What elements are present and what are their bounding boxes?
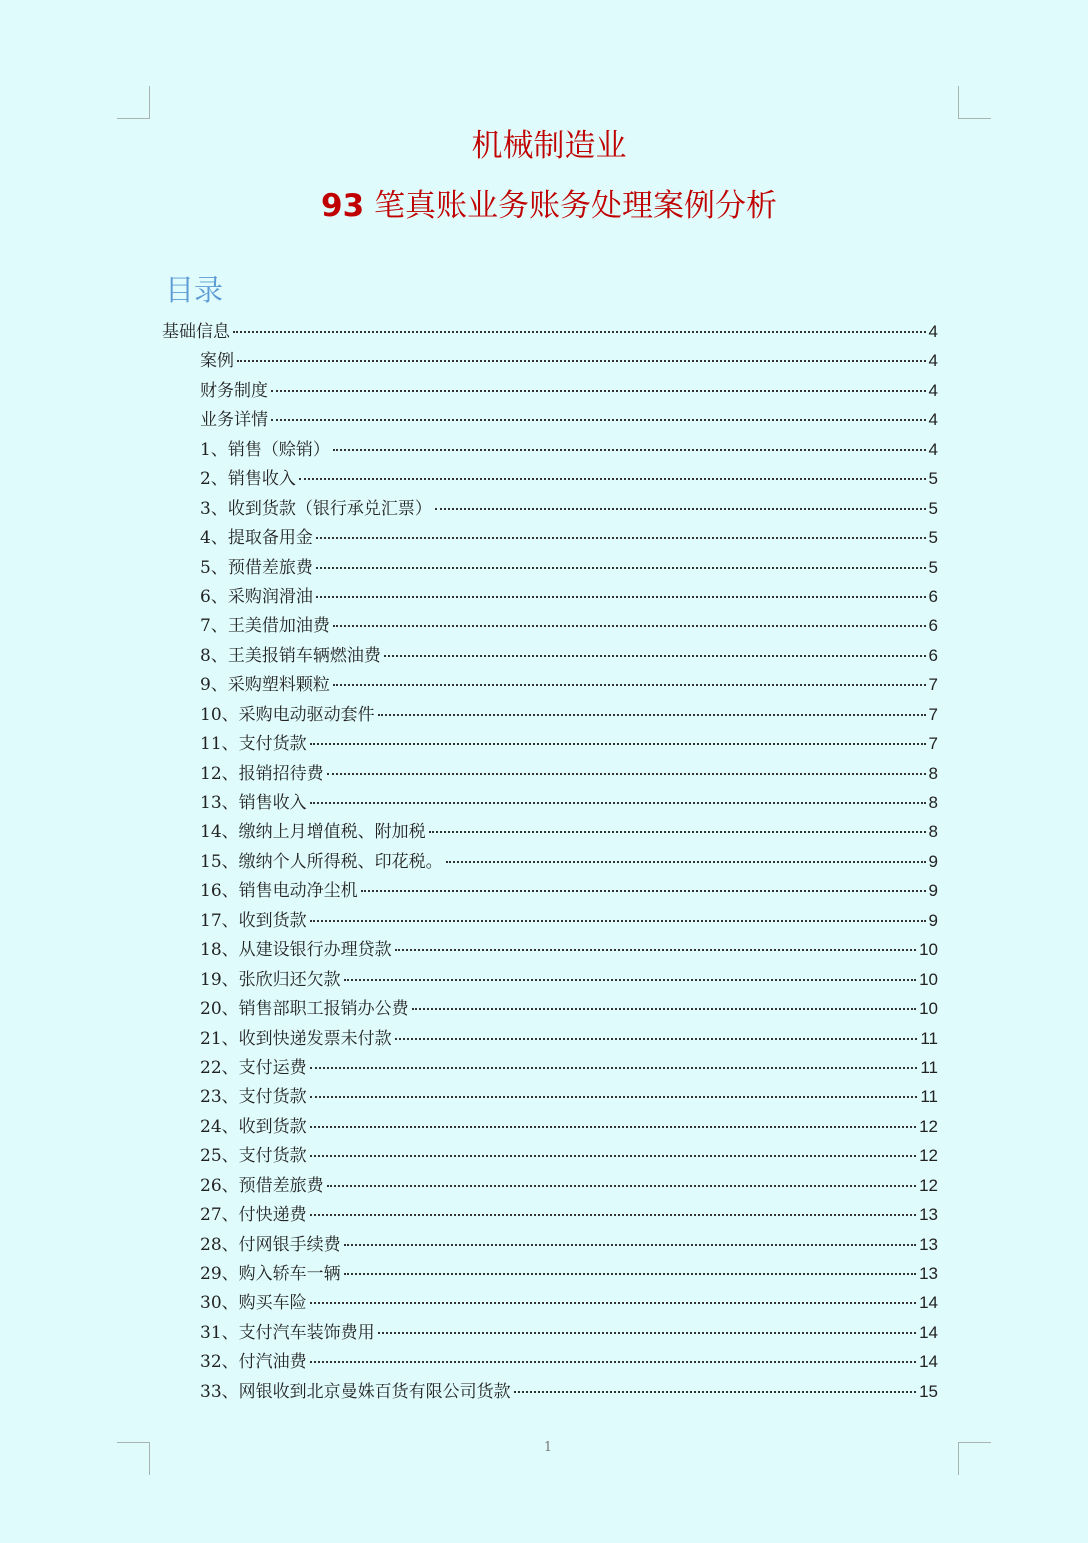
toc-entry-page: 12 (919, 1146, 938, 1166)
toc-entry-label: 17、收到货款 (200, 910, 307, 931)
toc-leader-dots (344, 1244, 916, 1246)
toc-entry[interactable] (162, 1262, 938, 1291)
toc-entry-label: 案例 (200, 351, 234, 372)
toc-leader-dots (271, 390, 926, 392)
toc-entry-label: 业务详情 (200, 410, 268, 431)
toc-entry[interactable] (162, 968, 938, 997)
toc-entry-label: 财务制度 (200, 380, 268, 401)
toc-entry-page: 4 (928, 439, 938, 459)
toc-entry-label: 27、付快递费 (200, 1205, 307, 1226)
toc-leader-dots (316, 567, 926, 569)
toc-entry-page: 9 (928, 881, 938, 901)
toc-entry-page: 5 (928, 557, 938, 577)
toc-entry-page: 4 (928, 410, 938, 430)
toc-entry-label: 1、销售（赊销） (200, 439, 330, 460)
document-subtitle (0, 180, 1088, 225)
toc-entry[interactable] (162, 1291, 938, 1320)
toc-entry-label: 14、缴纳上月增值税、附加税 (200, 822, 426, 843)
toc-entry[interactable] (162, 408, 938, 437)
crop-mark-top-right (958, 86, 991, 119)
toc-entry[interactable] (162, 732, 938, 761)
toc-entry[interactable] (162, 850, 938, 879)
toc-entry-page: 10 (919, 999, 938, 1019)
toc-entry-page: 6 (928, 616, 938, 636)
toc-leader-dots (446, 861, 926, 863)
toc-entry[interactable] (162, 467, 938, 496)
toc-entry-page: 6 (928, 645, 938, 665)
toc-entry-label: 20、销售部职工报销办公费 (200, 999, 409, 1020)
toc-entry-page: 5 (928, 528, 938, 548)
toc-entry-page: 13 (919, 1264, 938, 1283)
table-of-contents (162, 320, 938, 1409)
toc-entry-label: 5、预借差旅费 (200, 557, 313, 578)
toc-entry-label: 15、缴纳个人所得税、印花税。 (200, 851, 443, 872)
toc-entry-page: 10 (919, 969, 938, 989)
toc-entry[interactable] (162, 1203, 938, 1232)
toc-leader-dots (299, 478, 926, 480)
toc-leader-dots (310, 802, 926, 804)
toc-entry-page: 14 (919, 1352, 938, 1372)
toc-leader-dots (237, 360, 926, 362)
toc-entry-page: 12 (919, 1175, 938, 1195)
toc-entry-page: 4 (928, 322, 938, 341)
toc-leader-dots (395, 949, 916, 951)
toc-leader-dots (327, 773, 926, 775)
toc-leader-dots (435, 508, 926, 510)
toc-entry-label: 16、销售电动净尘机 (200, 881, 358, 902)
toc-entry[interactable] (162, 791, 938, 820)
toc-entry[interactable] (162, 938, 938, 967)
toc-entry[interactable] (162, 1085, 938, 1114)
toc-entry-label: 6、采购润滑油 (200, 586, 313, 607)
toc-entry[interactable] (162, 1056, 938, 1085)
toc-entry[interactable] (162, 526, 938, 555)
toc-leader-dots (344, 1273, 916, 1275)
toc-entry-label: 33、网银收到北京曼姝百货有限公司货款 (200, 1381, 511, 1402)
toc-entry[interactable] (162, 1380, 938, 1409)
toc-leader-dots (316, 596, 926, 598)
toc-entry-page: 12 (919, 1116, 938, 1136)
toc-leader-dots (429, 831, 926, 833)
toc-entry[interactable] (162, 585, 938, 614)
toc-leader-dots (310, 1096, 918, 1098)
toc-entry-page: 11 (920, 1028, 938, 1048)
toc-entry-page: 11 (920, 1057, 938, 1077)
toc-entry-label: 8、王美报销车辆燃油费 (200, 645, 381, 666)
toc-heading: 目录 (165, 273, 224, 307)
toc-entry[interactable] (162, 438, 938, 467)
toc-leader-dots (310, 1126, 916, 1128)
toc-entry[interactable] (162, 1027, 938, 1056)
toc-entry-page: 14 (919, 1322, 938, 1342)
toc-entry-page: 7 (928, 704, 938, 724)
toc-leader-dots (233, 331, 926, 333)
toc-entry-page: 8 (928, 793, 938, 812)
toc-leader-dots (327, 1185, 916, 1187)
toc-entry-page: 6 (928, 586, 938, 606)
toc-entry-page: 11 (920, 1087, 938, 1107)
toc-leader-dots (310, 1155, 916, 1157)
toc-entry[interactable] (162, 1233, 938, 1262)
toc-entry-page: 8 (928, 822, 938, 842)
toc-entry-page: 4 (928, 351, 938, 371)
toc-entry-label: 9、采购塑料颗粒 (200, 675, 330, 696)
toc-entry-label: 32、付汽油费 (200, 1352, 307, 1373)
toc-entry-page: 10 (919, 940, 938, 960)
toc-entry[interactable] (162, 997, 938, 1026)
toc-entry[interactable] (162, 1321, 938, 1350)
toc-leader-dots (361, 890, 926, 892)
toc-leader-dots (333, 449, 926, 451)
toc-leader-dots (333, 625, 926, 627)
toc-entry-page: 7 (928, 675, 938, 695)
toc-leader-dots (412, 1008, 916, 1010)
toc-entry-label: 18、从建设银行办理贷款 (200, 940, 392, 961)
toc-entry-page: 9 (928, 910, 938, 930)
toc-entry-page: 8 (928, 763, 938, 783)
toc-entry-label: 22、支付运费 (200, 1057, 307, 1078)
toc-entry[interactable] (162, 1350, 938, 1379)
toc-leader-dots (310, 1302, 916, 1304)
toc-entry-label: 4、提取备用金 (200, 528, 313, 549)
toc-entry[interactable] (162, 497, 938, 526)
document-title: 机械制造业 (471, 128, 627, 164)
toc-entry[interactable] (162, 1144, 938, 1173)
toc-entry-label: 23、支付货款 (200, 1087, 307, 1108)
toc-leader-dots (378, 1332, 916, 1334)
toc-leader-dots (310, 1067, 918, 1069)
crop-mark-top-left (117, 86, 150, 119)
toc-entry-label: 10、采购电动驱动套件 (200, 704, 375, 725)
toc-entry[interactable] (162, 614, 938, 643)
toc-entry-label: 11、支付货款 (200, 734, 307, 755)
toc-leader-dots (310, 1214, 916, 1216)
toc-entry-page: 15 (919, 1381, 938, 1401)
toc-leader-dots (316, 537, 926, 539)
toc-leader-dots (333, 684, 926, 686)
toc-entry-label: 21、收到快递发票未付款 (200, 1028, 392, 1049)
toc-entry[interactable] (162, 879, 938, 908)
toc-entry[interactable] (162, 379, 938, 408)
toc-entry-label: 24、收到货款 (200, 1116, 307, 1137)
toc-entry-label: 12、报销招待费 (200, 763, 324, 784)
toc-entry-label: 29、购入轿车一辆 (200, 1264, 341, 1284)
toc-entry[interactable] (162, 762, 938, 791)
subtitle-text: 笔真账业务账务处理案例分析 (364, 188, 777, 224)
toc-leader-dots (271, 419, 926, 421)
toc-entry[interactable] (162, 673, 938, 702)
toc-entry[interactable] (162, 320, 938, 349)
toc-entry-label: 31、支付汽车装饰费用 (200, 1322, 375, 1343)
toc-entry-label: 13、销售收入 (200, 793, 307, 813)
toc-entry[interactable] (162, 349, 938, 378)
toc-leader-dots (384, 655, 926, 657)
toc-leader-dots (514, 1391, 916, 1393)
toc-leader-dots (395, 1038, 918, 1040)
toc-entry[interactable] (162, 1174, 938, 1203)
toc-entry-label: 3、收到货款（银行承兑汇票） (200, 498, 432, 519)
toc-entry-page: 14 (919, 1293, 938, 1313)
toc-entry-page: 13 (919, 1205, 938, 1225)
toc-entry-label: 19、张欣归还欠款 (200, 969, 341, 990)
toc-entry-page: 13 (919, 1234, 938, 1254)
toc-entry-page: 5 (928, 498, 938, 518)
toc-entry-label: 7、王美借加油费 (200, 616, 330, 637)
toc-entry-page: 9 (928, 851, 938, 871)
toc-leader-dots (310, 920, 926, 922)
toc-entry-label: 基础信息 (162, 322, 230, 342)
toc-entry-page: 5 (928, 469, 938, 489)
toc-entry[interactable] (162, 909, 938, 938)
toc-entry[interactable] (162, 820, 938, 849)
toc-leader-dots (344, 979, 916, 981)
toc-entry[interactable] (162, 644, 938, 673)
toc-entry[interactable] (162, 1115, 938, 1144)
toc-entry-label: 28、付网银手续费 (200, 1234, 341, 1255)
page-number: 1 (543, 1440, 553, 1455)
toc-entry-label: 26、预借差旅费 (200, 1175, 324, 1196)
toc-leader-dots (310, 743, 926, 745)
toc-entry-label: 25、支付货款 (200, 1146, 307, 1167)
toc-entry-label: 30、购买车险 (200, 1293, 307, 1314)
toc-entry[interactable] (162, 556, 938, 585)
toc-leader-dots (378, 714, 926, 716)
toc-entry-page: 7 (928, 734, 938, 754)
toc-entry[interactable] (162, 703, 938, 732)
toc-entry-page: 4 (928, 380, 938, 400)
toc-leader-dots (310, 1361, 916, 1363)
toc-entry-label: 2、销售收入 (200, 469, 296, 490)
subtitle-number: 93 (321, 188, 365, 224)
